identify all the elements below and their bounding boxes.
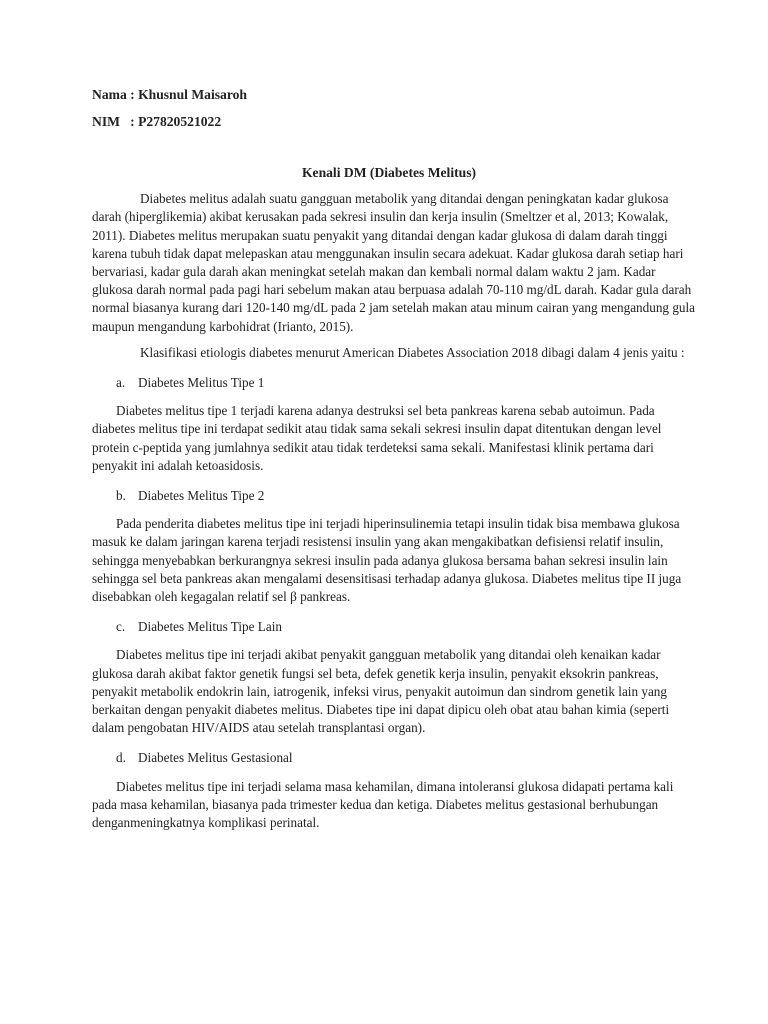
nim-line bbox=[92, 113, 696, 131]
intro-paragraph: Diabetes melitus adalah suatu gangguan metabolik yang ditandai dengan peningkatan kadar glukosa darah (hiperglikemia) akibat kerusakan pada sekresi insulin dan kerja insulin (Smeltzer et al, 2013; Kowalak, 2011). Diabetes melitus merupakan suatu penyakit yang ditandai dengan kadar glukosa di dalam darah tinggi karena tubuh tidak dapat melepaskan atau menggunakan insulin secara adekuat. Kadar glukosa darah setiap hari bervariasi, kadar gula darah akan meningkat setelah makan dan kembali normal dalam waktu 2 jam. Kadar glukosa darah normal pada pagi hari sebelum makan atau berpuasa adalah 70-110 mg/dL darah. Kadar gula darah normal biasanya kurang dari 120-140 mg/dL pada 2 jam setelah makan atau minum cairan yang mengandung gula maupun mengandung karbohidrat (Irianto, 2015). bbox=[92, 191, 696, 334]
type-2-marker: b. bbox=[116, 488, 126, 504]
nim-value: P27820521022 bbox=[138, 114, 222, 129]
type-2-heading-text: Diabetes Melitus Tipe 2 bbox=[138, 488, 265, 504]
document-title: Kenali DM (Diabetes Melitus) bbox=[301, 165, 477, 180]
type-gestational-marker: d. bbox=[116, 750, 126, 766]
type-other-marker: c. bbox=[116, 619, 126, 635]
type-other-paragraph: Diabetes melitus tipe ini terjadi akibat penyakit gangguan metabolik yang ditandai oleh kenaikan kadar glukosa darah akibat faktor genetik fungsi sel beta, defek genetik kerja insulin, penyakit eksokrin pankreas, penyakit metabolik endokrin lain, iatrogenik, infeksi virus, penyakit autoimun dan sindrom genetik lain yang berkaitan dengan penyakit diabetes melitus. Diabetes tipe ini dapat dipicu oleh obat atau bahan kimia (seperti dalam pengobatan HIV/AIDS atau setelah transplantasi organ). bbox=[92, 647, 670, 736]
type-1-heading-text: Diabetes Melitus Tipe 1 bbox=[138, 375, 265, 391]
type-other-heading-text: Diabetes Melitus Tipe Lain bbox=[138, 619, 282, 635]
type-1-marker: a. bbox=[116, 375, 126, 391]
type-gestational-heading-text: Diabetes Melitus Gestasional bbox=[138, 750, 293, 766]
type-gestational-paragraph: Diabetes melitus tipe ini terjadi selama masa kehamilan, dimana intoleransi glukosa didapati pertama kali pada masa kehamilan, biasanya pada trimester kedua dan ketiga. Diabetes melitus gestasional berhubungan denganmeningkatnya komplikasi perinatal. bbox=[92, 778, 674, 831]
name-label: Nama : bbox=[92, 87, 139, 102]
type-other-heading bbox=[116, 618, 696, 636]
type-1-heading bbox=[116, 374, 696, 392]
type-gestational-heading bbox=[116, 749, 696, 767]
type-1-paragraph: Diabetes melitus tipe 1 terjadi karena adanya destruksi sel beta pankreas karena sebab autoimun. Pada diabetes melitus tipe ini terdapat sedikit atau tidak sama sekali sekresi insulin dapat ditentukan dengan level protein c-peptida yang jumlahnya sedikit atau tidak terdeteksi sama sekali. Manifestasi klinik pertama dari penyakit ini adalah ketoasidosis. bbox=[92, 403, 662, 473]
classification-paragraph: Klasifikasi etiologis diabetes menurut American Diabetes Association 2018 dibagi dalam 4 jenis yaitu : bbox=[140, 344, 685, 360]
type-2-heading bbox=[116, 487, 696, 505]
type-2-paragraph: Pada penderita diabetes melitus tipe ini terjadi hiperinsulinemia tetapi insulin tidak bisa membawa glukosa masuk ke dalam jaringan karena terjadi resistensi insulin yang akan mengakibatkan defisiensi relatif insulin, sehingga menyebabkan berkurangnya sekresi insulin pada adanya glukosa bersama bahan sekresi insulin lain sehingga sel beta pankreas akan mengalami desensitisasi terhadap adanya glukosa. Diabetes melitus tipe II juga disebabkan oleh kegagalan relatif sel β pankreas. bbox=[92, 516, 682, 605]
name-value: Khusnul Maisaroh bbox=[138, 87, 247, 102]
nim-label: NIM : bbox=[92, 114, 139, 129]
name-line bbox=[92, 86, 696, 104]
